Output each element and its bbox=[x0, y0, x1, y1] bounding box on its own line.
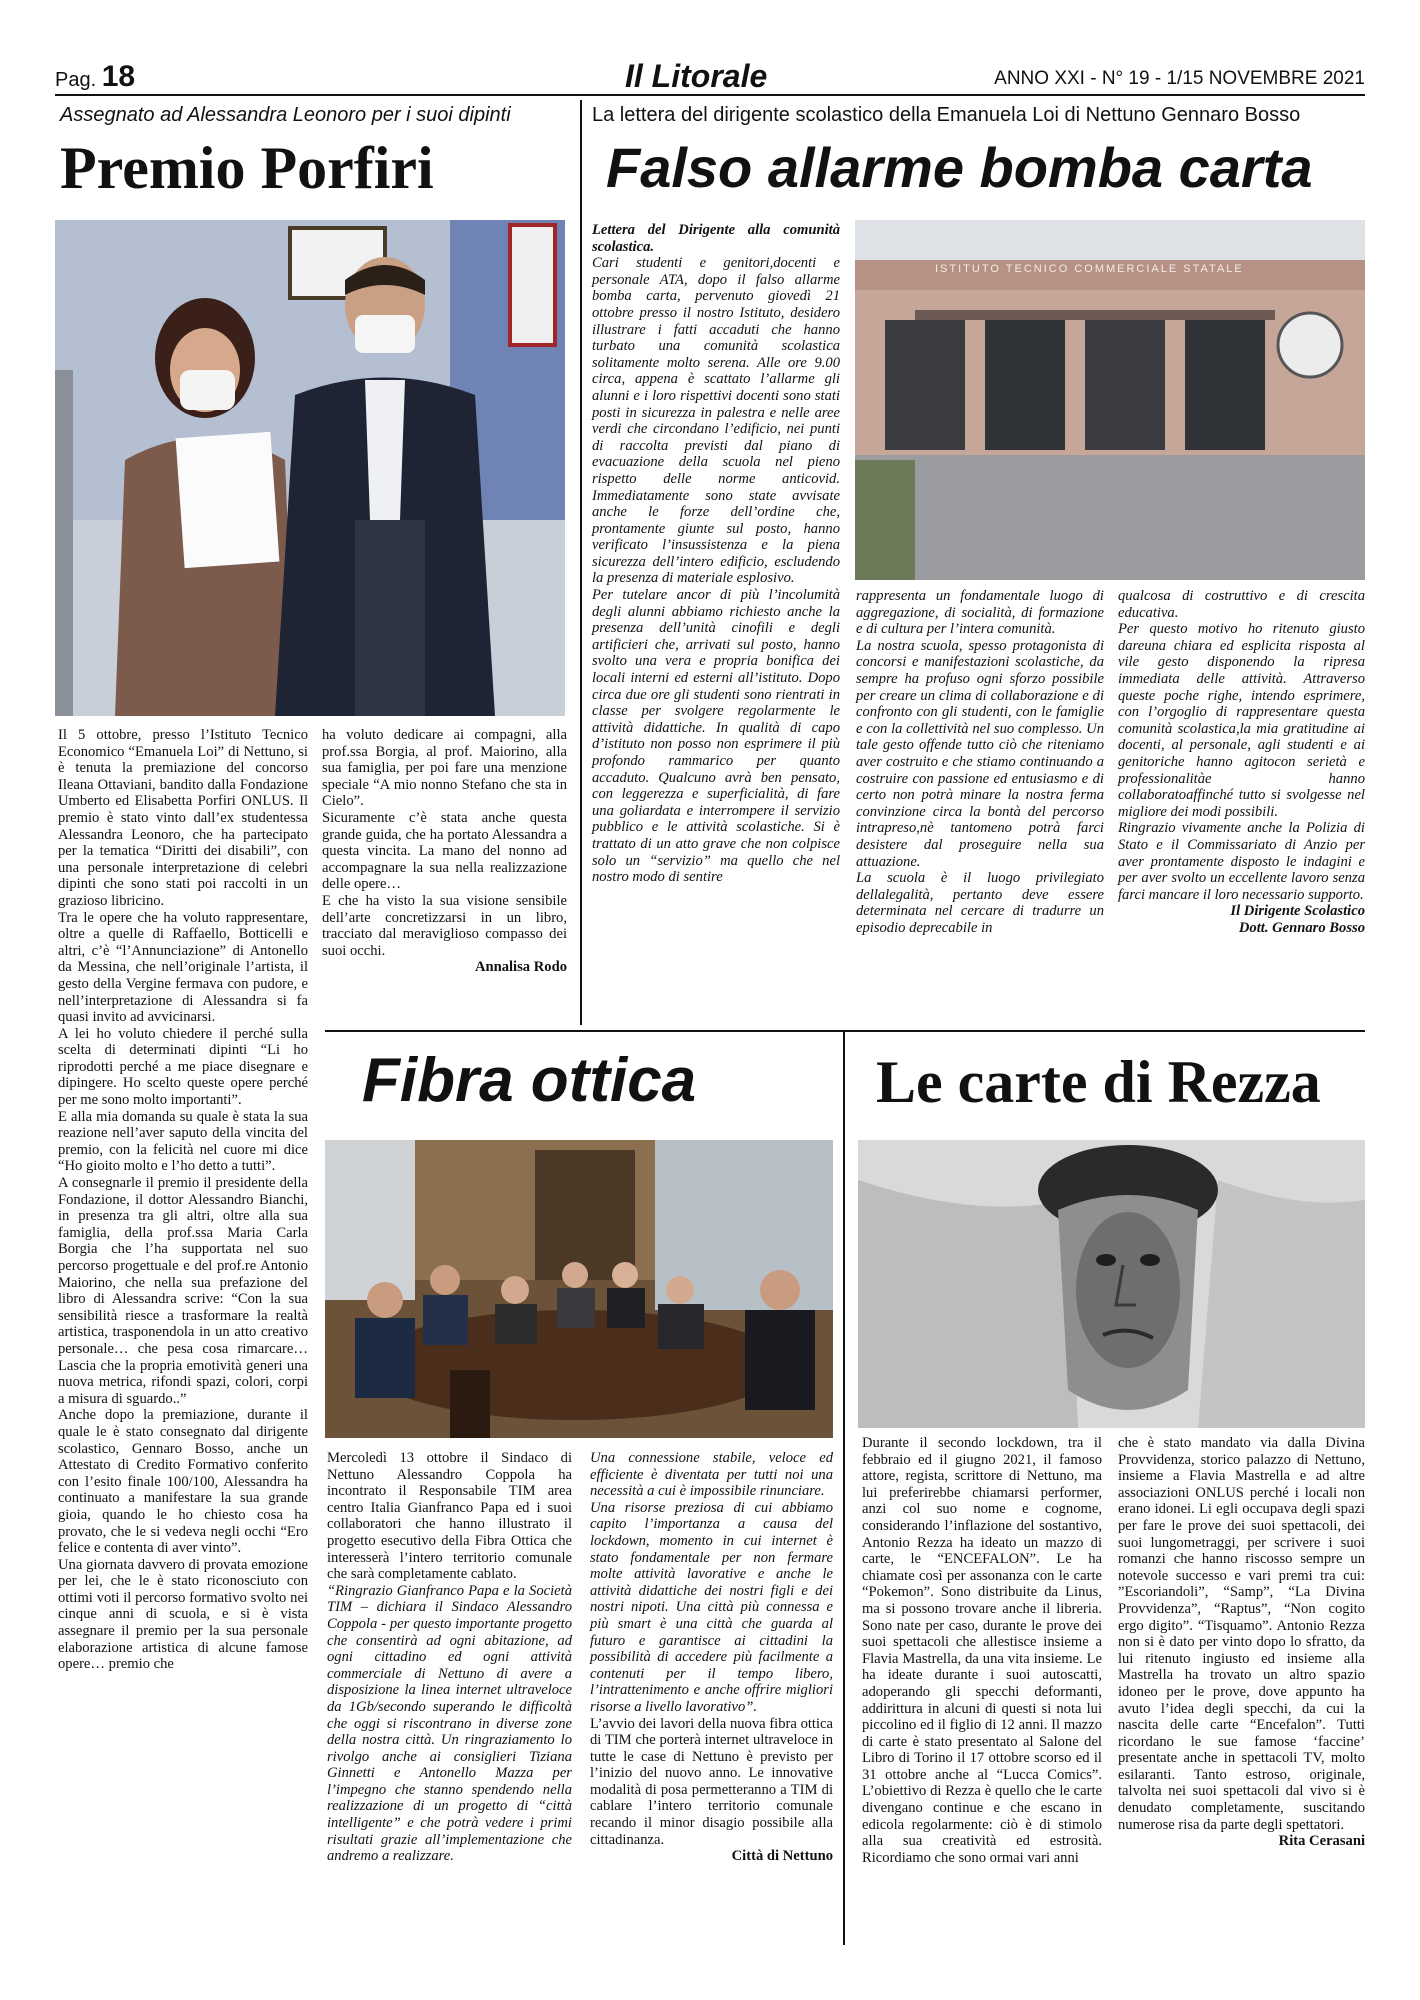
column-rule bbox=[843, 1030, 845, 1945]
fibra-author: Città di Nettuno bbox=[731, 1848, 833, 1865]
paragraph: Per tutelare ancor di più l’incolumità degli alunni abbiamo richiesto anche la presenza dell’unità cinofili e degli artificieri che, arrivati sul posto, hanno svolto una vera e propria bonifica dei locali interni ed esterni all’istituto. Dopo circa due ore gli studenti sono rientrati in classe per svolgere regolarmente le attività didattiche. In qualità di capo d’istituto non posso non esprimere il più profondo rammarico per quanto accaduto. Qualcuno avrà ben pensato, con leggerezza e superficialità, di fare una goliardata e interrompere il servizio pubblico e le attività scolastiche. Si è trattato di un atto grave che non colpisce solo un “servizio” ma quello che nel nostro modo di sentire bbox=[592, 587, 840, 886]
letter-lead: Lettera del Dirigente alla comunità scolastica. bbox=[592, 222, 840, 255]
fibra-meeting-photo bbox=[325, 1140, 833, 1438]
porfiri-photo bbox=[55, 220, 565, 716]
paragraph: Mercoledì 13 ottobre il Sindaco di Nettuno Alessandro Coppola ha incontrato il Responsabile TIM area centro Italia Gianfranco Papa ed i suoi collaboratori che hanno illustrato il progetto esecutivo della Fibra Ottica che interesserà l’intero territorio comunale che sarà completamente cablato. bbox=[327, 1450, 572, 1583]
porfiri-kicker: Assegnato ad Alessandra Leonoro per i suoi dipinti bbox=[60, 104, 511, 126]
paragraph: La nostra scuola, spesso protagonista di concorsi e manifestazioni scolastiche, da sempre ha profuso ogni sforzo possibile per creare un clima di collaborazione e di confronto con gli studenti, con le famiglie e con la collettività nel suo complesso. Un tale gesto offende tutto ciò che riteniamo aver costruito e che stiamo continuando a costruire con passione ed entusiasmo e di certo non potrà minare la nostra ferma convinzione circa la bontà del percorso intrapreso,nè tantomeno potrà farci desistere dal proseguire nella sua attuazione. bbox=[856, 637, 1104, 870]
fibra-headline: Fibra ottica bbox=[362, 1046, 697, 1115]
rezza-headline: Le carte di Rezza bbox=[876, 1049, 1321, 1115]
porfiri-body-col1 bbox=[58, 727, 308, 1673]
signature-title: Il Dirigente Scolastico bbox=[1230, 903, 1365, 920]
paragraph: Una giornata davvero di provata emozione per lei, che le è stato riconosciuto con ottimi voti il percorso formativo svolto nei cinque anni di scuola, e si è vista assegnare il premio per la sua personale elaborazione artistica di alcune famose opere… premio che bbox=[58, 1556, 308, 1673]
paragraph: La scuola è il luogo privilegiato dellalegalità, pertanto deve essere determinata nel cercare di tradurre un episodio deprecabile in bbox=[856, 870, 1104, 936]
paragraph: A consegnarle il premio il presidente della Fondazione, il dottor Alessandro Bianchi, in presenza tra gli altri, oltre alla sua famiglia, della prof.ssa Maria Carla Borgia che l’ha supportata nel suo percorso progettuale e del prof.re Antonio Maiorino, che nella sua prefazione del libro di Alessandra scrive: “Con la sua sensibilità riesce a trasformare la realtà artistica, trasponendola in un atto creativo personale… che pesa cosa rimarcare… Lascia che la propria emotività generi una nuova metrica, rifondi spazi, colori, corpi a misura di sguardo..” bbox=[58, 1175, 308, 1407]
porfiri-headline: Premio Porfiri bbox=[60, 135, 434, 201]
fibra-body-col1 bbox=[327, 1450, 572, 1865]
paragraph: Cari studenti e genitori,docenti e personale ATA, dopo il falso allarme bomba carta, pervenuto giovedì 21 ottobre presso il nostro Istituto, desidero illustrare i fatti accaduti che hanno turbato una comunità scolastica solitamente molto serena. Alle ore 9.00 circa, appena è scattato l’allarme gli alunni e i loro rispettivi docenti sono stati posti in sicurezza in palestra e nelle aree verdi che circondano l’edificio, nei punti di raccolta previsti dal piano di evacuazione della scuola nel pieno rispetto delle norme anticovid. Immediatamente sono state avvisate anche le forze dell’ordine che, prontamente giunte sul posto, hanno verificato l’insussistenza e la piena sicurezza dell’intero edificio, escludendo la presenza di materiale esplosivo. bbox=[592, 255, 840, 587]
paragraph: Durante il secondo lockdown, tra il febbraio ed il giugno 2021, il famoso attore, regista, scrittore di Nettuno, ma lui preferirebbe chiamarsi performer, anzi col suo nome e cognome, considerando l’inflazione del sostantivo, Antonio Rezza ha ideato un mazzo di carte, le “ENCEFALON”. Le ha chiamate così per assonanza con le carte “Pokemon”. Sono distribuite da Linus, ma si possono trovare anche il libreria. Sono nate per caso, durante le prove dei suoi spettacoli che allestisce insieme a Flavia Mastrella, da una vita insieme. Le ha ideate durante i suoi autoscatti, adoperando gli specchi deformanti, addirittura in alcuni di questi si nota lui piccolino ed il figlio di 12 anni. Il mazzo di carte è stato presentato al Salone del Libro di Torino il 17 ottobre scorso ed il 31 ottobre anche al “Lucca Comics”. L’obiettivo di Rezza è quello che le carte divengano continue e che escano in edicola regolarmente: ciò è di stimolo alla sua creatività ed estrosità. Ricordiamo che sono ormai vari anni bbox=[862, 1435, 1102, 1866]
paragraph: A lei ho voluto chiedere il perché sulla scelta di determinati dipinti “Li ho riprodotti perché a me piace disegnare e dipingere. Ho scelto queste opere perché per me sono molto importanti”. bbox=[58, 1025, 308, 1109]
paragraph: Ringrazio vivamente anche la Polizia di Stato e il Commissariato di Anzio per aver prontamente disposto le indagini e per aver svolto un eccellente lavoro senza farci mancare il loro necessario supporto. bbox=[1118, 820, 1365, 903]
paragraph: Una connessione stabile, veloce ed efficiente è diventata per tutti noi una necessità a cui è impossibile rinunciare. bbox=[590, 1450, 833, 1500]
building-sign: ISTITUTO TECNICO COMMERCIALE STATALE bbox=[935, 263, 1244, 275]
porfiri-body-col2 bbox=[322, 727, 567, 976]
paragraph: ha voluto dedicare ai compagni, alla prof.ssa Borgia, al prof. Maiorino, alla sua famiglia, per poi fare una menzione speciale “A mio nonno Stefano che sta in Cielo”. bbox=[322, 727, 567, 810]
masthead: Il Litorale bbox=[625, 58, 768, 94]
paragraph: E che ha visto la sua visione sensibile dell’arte concretizzarsi in un libro, tracciato dal meraviglioso compasso dei suoi occhi. bbox=[322, 892, 567, 959]
page-header bbox=[55, 58, 1365, 96]
rezza-author: Rita Cerasani bbox=[1278, 1833, 1365, 1850]
porfiri-author: Annalisa Rodo bbox=[474, 959, 567, 976]
signature-name: Dott. Gennaro Bosso bbox=[1238, 919, 1365, 936]
page-number: Pag. 18 bbox=[55, 60, 136, 93]
bomba-body-col1 bbox=[592, 222, 840, 886]
column-rule bbox=[580, 100, 582, 1025]
paragraph: Anche dopo la premiazione, durante il quale le è stato consegnato dal dirigente scolastico, Gennaro Bosso, anche un Attestato di Credito Formativo conferito con l’esito finale 100/100, Alessandra ha continuato a manifestare la sua grande gioia, quando le ho chiesto cosa ha provato, che le si vedeva negli occhi “Ero felice e contenta di aver vinto”. bbox=[58, 1407, 308, 1557]
school-building-photo bbox=[855, 220, 1365, 580]
rezza-body-col2 bbox=[1118, 1435, 1365, 1850]
paragraph: Tra le opere che ha voluto rappresentare, oltre a quelle di Raffaello, Botticelli e altri, c’è “l’Annunciazione” di Antonello da Messina, che nell’originale l’artista, il gesto della Vergine fermava con pudore, e nell’interpretazione di Alessandra si fa quasi invito ad avvicinarsi. bbox=[58, 909, 308, 1026]
bomba-body-col3 bbox=[1118, 588, 1365, 936]
paragraph: E alla mia domanda su quale è stata la sua reazione nell’aver saputo della vincita del premio, con la felicità nel cuore mi dice “Ho gioito molto e l’ho detto a tutti”. bbox=[58, 1108, 308, 1175]
paragraph: L’avvio dei lavori della nuova fibra ottica di TIM che porterà internet ultraveloce in tutte le case di Nettuno è previsto per l’inizio del nuovo anno. Le innovative modalità di posa permetteranno a TIM di cablare l’intero territorio comunale recando il minor disagio possibile alla cittadinanza. bbox=[590, 1715, 833, 1848]
bomba-body-col2 bbox=[856, 588, 1104, 936]
paragraph: qualcosa di costruttivo e di crescita educativa. bbox=[1118, 588, 1365, 621]
paragraph: che è stato mandato via dalla Divina Provvidenza, storico palazzo di Nettuno, insieme a Flavia Mastrella e ad altre associazioni ONLUS perché i locali non erano idonei. Li egli occupava degli spazi per fare le prove dei suoi spettacoli, dei suoi lungometraggi, per scrivere i suoi romanzi che hanno riscosso sempre un notevole successo e vari premi tra cui: ”Escoriandoli”, “Samp”, “La Divina Provvidenza”, “Raptus”, “Non cogito ergo digito”. “Tisquamo”. Antonio Rezza non si è dato per vinto dopo lo sfratto, da lui ritenuto ingiusto ed insieme alla Mastrella ha trovato un altro spazio idoneo per le prove, dove appunto ha avuto l’idea degli specchi, da cui la nascita delle carte “Encefalon”. Tutti ricordano le sue famose ‘faccine’ presentate anche in spettacoli TV, molto esilaranti. Tanto estroso, originale, talvolta nei suoi spettacoli dal vivo si è denudato completamente, suscitando numerose risa da parte degli spettatori. bbox=[1118, 1435, 1365, 1833]
paragraph: rappresenta un fondamentale luogo di aggregazione, di socialità, di formazione e di cultura per l’intera comunità. bbox=[856, 588, 1104, 638]
rezza-photo bbox=[858, 1140, 1365, 1428]
paragraph: Per questo motivo ho ritenuto giusto dareuna chiara ed esplicita risposta al vile gesto disponendo la ripresa immediata delle attività. Attraverso queste poche righe, intendo esprimere, con l’orgoglio di rappresentare questa comunità scolastica,la mia gratitudine ai docenti, al personale, agli studenti e ai genitoriche hanno agitocon serietà e professionalitàe hanno collaboratoaffinché tutto si svolgesse nel migliore dei modi possibili. bbox=[1118, 621, 1365, 820]
paragraph: “Ringrazio Gianfranco Papa e la Società TIM – dichiara il Sindaco Alessandro Coppola - per questo importante progetto che consentirà ad ogni abitazione, ad ogni cittadino ed ogni attività commerciale di Nettuno di avere a disposizione la linea internet ultraveloce da 1Gb/secondo superando le difficoltà che oggi si riscontrano in diverse zone della nostra città. Un ringraziamento lo rivolgo anche ai consiglieri Tiziana Ginnetti e Antonello Mazza per l’impegno che stanno spendendo nella realizzazione di un progetto di “città intelligente” e che potrà vedere i primi risultati grazie all’implementazione che andremo a realizzare. bbox=[327, 1582, 572, 1865]
issue-info: ANNO XXI - N° 19 - 1/15 NOVEMBRE 2021 bbox=[994, 68, 1365, 89]
paragraph: Il 5 ottobre, presso l’Istituto Tecnico Economico “Emanuela Loi” di Nettuno, si è tenuta la premiazione del concorso Ileana Ottaviani, bandito dalla Fondazione Umberto ed Elisabetta Porfiri ONLUS. Il premio è stato vinto dall’ex studentessa Alessandra Leonoro, che ha partecipato per la tematica “Diritti dei disabili”, con una personale interpretazione di celebri dipinti che sono stati poi raccolti in un grazioso libricino. bbox=[58, 727, 308, 909]
bomba-headline: Falso allarme bomba carta bbox=[606, 136, 1313, 199]
rezza-body-col1 bbox=[862, 1435, 1102, 1866]
section-rule bbox=[325, 1030, 1365, 1032]
paragraph: Una risorse preziosa di cui abbiamo capito l’importanza a causa del lockdown, momento in cui internet è stato fondamentale per non fermare molte attività lavorative e anche le attività didattiche dei nostri figli e dei nostri nipoti. Una città più connessa e più smart è una città che guarda al futuro e garantisce ai cittadini la possibilità di accedere più facilmente a contenuti per il tempo libero, l’intrattenimento e anche offrire migliori risorse a livello lavorativo”. bbox=[590, 1499, 833, 1715]
paragraph: Sicuramente c’è stata anche questa grande guida, che ha portato Alessandra a questa vincita. La mano del nonno ad accompagnare la sua nella realizzazione delle opere… bbox=[322, 809, 567, 893]
bomba-kicker: La lettera del dirigente scolastico della Emanuela Loi di Nettuno Gennaro Bosso bbox=[592, 104, 1301, 126]
fibra-body-col2 bbox=[590, 1450, 833, 1865]
